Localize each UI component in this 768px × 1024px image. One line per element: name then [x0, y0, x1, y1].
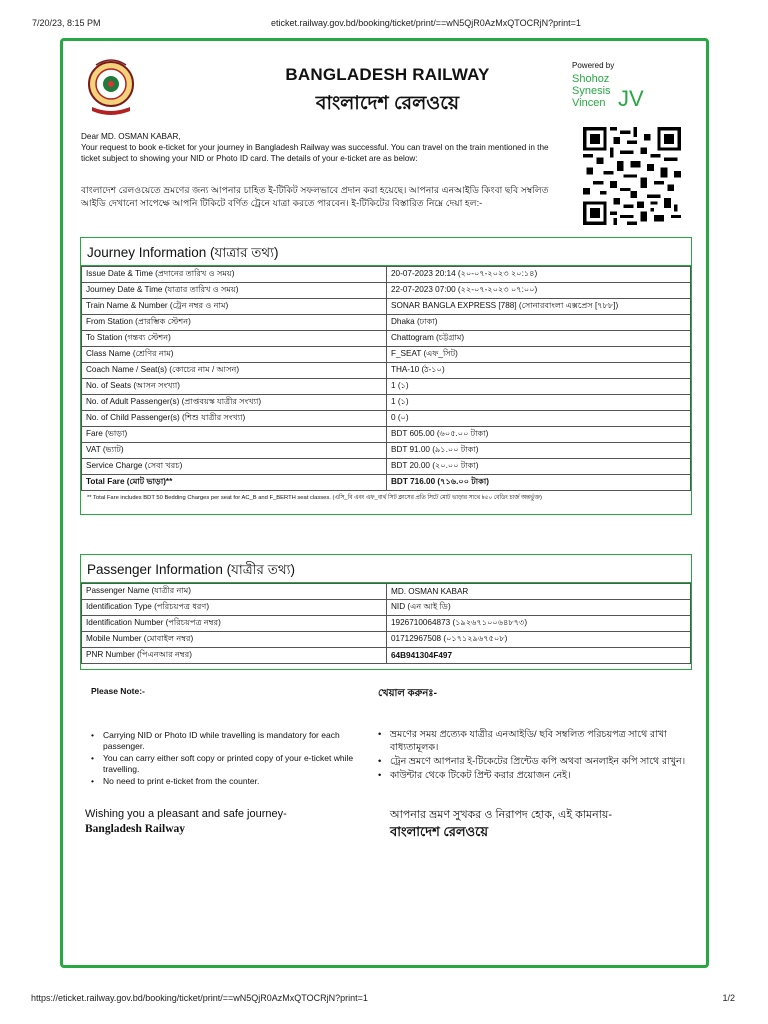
row-value: SONAR BANGLA EXPRESS [788] (সোনারবাংলা এক্সপ্রেস [৭৮৮]): [387, 299, 691, 315]
row-label: No. of Adult Passenger(s) (প্রাপ্তবয়স্ক যাত্রীর সংখ্যা): [82, 395, 387, 411]
print-url: eticket.railway.gov.bd/booking/ticket/print/==wN5QjR0AzMxQTOCRjN?print=1: [271, 18, 581, 28]
row-label: Train Name & Number (ট্রেন নম্বর ও নাম): [82, 299, 387, 315]
page-number: 1/2: [722, 993, 735, 1003]
row-value: BDT 605.00 (৬০৫.০০ টাকা): [387, 427, 691, 443]
notes-list-bn: [378, 728, 688, 782]
vendor-line-2: Synesis: [572, 85, 611, 97]
passenger-information-box: [80, 554, 692, 670]
intro-body-en: Your request to book e-ticket for your journey in Bangladesh Railway was successful. You can travel on the train mentioned in the ticket subject to showing your NID or Photo ID card. The details of your e-ticket are as below:: [81, 143, 549, 163]
title-bangla: বাংলাদেশ রেলওয়ে: [315, 93, 460, 114]
closing-org-bn: বাংলাদেশ রেলওয়ে: [390, 824, 488, 839]
table-row: [82, 347, 691, 363]
row-label: Fare (ভাড়া): [82, 427, 387, 443]
pnr-row: [82, 648, 691, 664]
row-label: Class Name (শ্রেণির নাম): [82, 347, 387, 363]
table-row: [82, 411, 691, 427]
vendor-jv: JV: [618, 86, 644, 111]
table-row: [82, 315, 691, 331]
list-item: • কাউন্টার থেকে টিকেট প্রিন্ট করার প্রয়োজন নেই।: [378, 769, 688, 782]
table-row: [82, 283, 691, 299]
eticket-card: [60, 38, 709, 968]
qr-code-icon: [583, 127, 681, 225]
intro-english: [81, 131, 561, 164]
row-value: 01712967508 (০১৭১২৯৬৭৫০৮): [387, 632, 691, 648]
table-row: [82, 616, 691, 632]
list-item: • No need to print e-ticket from the counter.: [91, 776, 381, 787]
row-label: Total Fare (মোট ভাড়া)**: [82, 475, 387, 491]
row-value: 22-07-2023 07:00 (২২-০৭-২০২৩ ০৭:০০): [387, 283, 691, 299]
row-value: THA-10 (ঠ-১০): [387, 363, 691, 379]
table-row: [82, 299, 691, 315]
notes-heading-en: Please Note:-: [91, 686, 145, 696]
row-value: 1926710064873 (১৯২৬৭১০০৬৪৮৭৩): [387, 616, 691, 632]
passenger-table: [81, 583, 691, 664]
row-label: Issue Date & Time (প্রদানের তারিখ ও সময়): [82, 267, 387, 283]
row-value: Chattogram (চট্টগ্রাম): [387, 331, 691, 347]
row-label: Identification Number (পরিচয়পত্র নম্বর): [82, 616, 387, 632]
notes-list-en: [91, 730, 381, 787]
closing-wish-en: Wishing you a pleasant and safe journey-: [85, 808, 287, 820]
row-value: BDT 20.00 (২০.০০ টাকা): [387, 459, 691, 475]
vendor-line-3: Vincen: [572, 97, 606, 109]
journey-title: Journey Information (যাত্রার তথ্য): [81, 238, 691, 266]
table-row: [82, 379, 691, 395]
table-row: [82, 443, 691, 459]
print-header: [0, 18, 768, 32]
closing-org-en: Bangladesh Railway: [85, 823, 186, 835]
row-label: No. of Seats (আসন সংখ্যা): [82, 379, 387, 395]
row-label: Coach Name / Seat(s) (কোচের নাম / আসন): [82, 363, 387, 379]
row-value: F_SEAT (এফ_সিট): [387, 347, 691, 363]
journey-table: [81, 266, 691, 491]
print-footer-url: https://eticket.railway.gov.bd/booking/ticket/print/==wN5QjR0AzMxQTOCRjN?print=1: [31, 993, 368, 1003]
journey-information-box: [80, 237, 692, 515]
title-english: BANGLADESH RAILWAY: [285, 65, 490, 84]
row-value: 1 (১): [387, 379, 691, 395]
row-value: 64B941304F497: [387, 648, 691, 664]
fare-footnote: ** Total Fare includes BDT 50 Bedding Charges per seat for AC_B and F_BERTH seat classes. (এসি_বি এবং এফ_বার্থ সিট ক্লাসের প্রতি সিটে মোট ভাড়ার সাথে ৳৫০ বেডিং চার্জ অন্তর্ভুক্ত): [87, 495, 542, 501]
table-row: [82, 267, 691, 283]
row-label: No. of Child Passenger(s) (শিশু যাত্রীর সংখ্যা): [82, 411, 387, 427]
print-footer: [0, 993, 768, 1007]
row-label: Passenger Name (যাত্রীর নাম): [82, 584, 387, 600]
row-value: 0 (০): [387, 411, 691, 427]
table-row: [82, 363, 691, 379]
closing-wish-bn: আপনার ভ্রমণ সুখকর ও নিরাপদ হোক, এই কামনায়-: [390, 809, 613, 821]
table-row: [82, 395, 691, 411]
row-label: PNR Number (পিএনআর নম্বর): [82, 648, 387, 664]
notes-english: [91, 686, 381, 788]
list-item: • Carrying NID or Photo ID while travelling is mandatory for each passenger.: [91, 730, 381, 752]
row-value: NID (এন আই ডি): [387, 600, 691, 616]
table-row: [82, 600, 691, 616]
list-item: • ভ্রমণের সময় প্রত্যেক যাত্রীর এনআইডি/ ছবি সম্বলিত পরিচয়পত্র সাথে রাখা বাধ্যতামূলক।: [378, 728, 688, 754]
row-label: VAT (ভ্যাট): [82, 443, 387, 459]
table-row: [82, 331, 691, 347]
row-value: MD. OSMAN KABAR: [387, 584, 691, 600]
row-value: BDT 91.00 (৯১.০০ টাকা): [387, 443, 691, 459]
row-label: Identification Type (পরিচয়পত্র ধরণ): [82, 600, 387, 616]
intro-bangla: বাংলাদেশ রেলওয়েতে ভ্রমণের জন্য আপনার চাহিত ই-টিকিট সফলভাবে প্রদান করা হয়েছে। আপনার এনআইডি কিংবা ছবি সম্বলিত আইডি দেখানো সাপেক্ষে আপনি টিকিটে বর্ণিত ট্রেনে যাত্রা করতে পারবেন। ই-টিকিটের বিস্তারিত নিম্নে দেয়া হল:-: [81, 185, 549, 208]
row-value: BDT 716.00 (৭১৬.০০ টাকা): [387, 475, 691, 491]
table-row: [82, 459, 691, 475]
vendor-line-1: Shohoz: [572, 73, 610, 85]
row-label: From Station (প্রারম্ভিক স্টেশন): [82, 315, 387, 331]
powered-by-label: Powered by: [572, 61, 615, 70]
print-datetime: 7/20/23, 8:15 PM: [32, 18, 101, 28]
row-value: Dhaka (ঢাকা): [387, 315, 691, 331]
notes-bangla: [378, 686, 688, 783]
passenger-title: Passenger Information (যাত্রীর তথ্য): [81, 555, 691, 583]
row-value: 1 (১): [387, 395, 691, 411]
list-item: • You can carry either soft copy or printed copy of your e-ticket while travelling.: [91, 753, 381, 775]
notes-heading-bn: খেয়াল করুনঃ-: [378, 688, 437, 699]
row-label: To Station (গন্তব্য স্টেশন): [82, 331, 387, 347]
vendor-logo: [572, 72, 662, 116]
table-row: [82, 632, 691, 648]
table-row: [82, 584, 691, 600]
table-row: [82, 427, 691, 443]
total-fare-row: [82, 475, 691, 491]
list-item: • ট্রেন ভ্রমণে আপনার ই-টিকেটের প্রিন্টেড কপি অথবা অনলাইন কপি সাথে রাখুন।: [378, 755, 688, 768]
row-value: 20-07-2023 20:14 (২০-০৭-২০২৩ ২০:১৪): [387, 267, 691, 283]
greeting: Dear MD. OSMAN KABAR,: [81, 132, 181, 141]
row-label: Service Charge (সেবা খরচ): [82, 459, 387, 475]
row-label: Mobile Number (মোবাইল নম্বর): [82, 632, 387, 648]
row-label: Journey Date & Time (যাত্রার তারিখ ও সময়): [82, 283, 387, 299]
